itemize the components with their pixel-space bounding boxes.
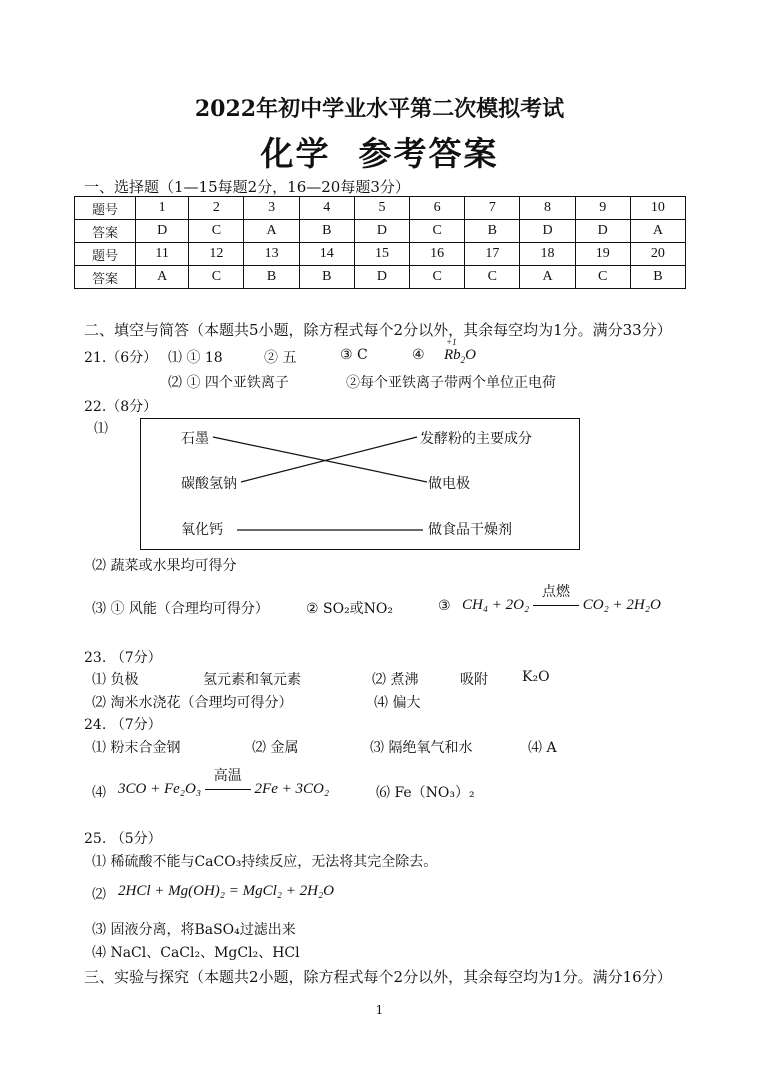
- matching-box: [140, 418, 580, 550]
- q25-2-label: ⑵: [92, 887, 106, 903]
- q24-2-answer: ⑵ 金属: [252, 740, 299, 756]
- answer-cell: D: [520, 220, 575, 243]
- answer-cell: C: [575, 266, 630, 289]
- answer-cell: C: [465, 266, 520, 289]
- page-number: 1: [375, 1003, 384, 1017]
- answer-cell: D: [354, 220, 409, 243]
- q25-3-answer: ⑶ 固液分离，将BaSO₄过滤出来: [92, 922, 296, 938]
- q23-1-answer-2: 氢元素和氧元素: [203, 672, 301, 688]
- q21-1-answer-3: ③ C: [340, 347, 368, 363]
- q23-3-answer: ⑵ 淘米水浇花（合理均可得分）: [92, 695, 293, 711]
- match-left-calcium-oxide: 氧化钙: [181, 522, 223, 538]
- q22-1-label: ⑴: [94, 421, 108, 437]
- question-number-cell: 15: [354, 243, 409, 266]
- section-2-heading: 二、填空与简答（本题共5小题，除方程式每个2分以外，其余每空均为1分。满分33分）: [84, 321, 672, 339]
- question-number-cell: 12: [189, 243, 244, 266]
- answer-cell: C: [410, 266, 465, 289]
- answer-cell: C: [189, 220, 244, 243]
- answer-cell: C: [410, 220, 465, 243]
- q24-6-answer: ⑹ Fe（NO₃）₂: [376, 785, 475, 801]
- q25-1-answer: ⑴ 稀硫酸不能与CaCO₃持续反应，无法将其完全除去。: [92, 854, 438, 870]
- oxidation-state: +1: [446, 337, 457, 347]
- methane-combustion-equation: CH₄ + 2O₂ 点燃 CO₂ + 2H₂O: [462, 597, 661, 614]
- q23-1-answer-1: ⑴ 负极: [92, 672, 139, 688]
- subject-label: 化学: [260, 134, 331, 173]
- q24-5-label: ⑷: [92, 785, 106, 801]
- question-number-cell: 11: [136, 243, 189, 266]
- match-right-leavening: 发酵粉的主要成分: [420, 431, 532, 447]
- answer-table: [74, 196, 686, 289]
- match-right-electrode: 做电极: [428, 476, 470, 492]
- q23-4-answer: ⑷ 偏大: [374, 695, 421, 711]
- q21-1-answer-1: ⑴ ① 18: [168, 350, 223, 366]
- answer-cell: B: [244, 266, 299, 289]
- answer-cell: D: [354, 266, 409, 289]
- answer-cell: A: [630, 220, 685, 243]
- answer-cell: A: [520, 266, 575, 289]
- q25-heading: 25. （5分）: [84, 831, 162, 847]
- question-number-cell: 13: [244, 243, 299, 266]
- q23-2-answer-1: ⑵ 煮沸: [372, 672, 419, 688]
- page-title: 2022年初中学业水平第二次模拟考试: [194, 96, 565, 122]
- q22-3-answer-1: ⑶ ① 风能（合理均可得分）: [92, 601, 269, 617]
- q24-1-answer: ⑴ 粉末合金钢: [92, 740, 181, 756]
- row-label-question: 题号: [75, 243, 136, 266]
- row-label-answer: 答案: [75, 266, 136, 289]
- question-number-cell: 14: [299, 243, 354, 266]
- answer-key-label: 参考答案: [358, 134, 499, 173]
- answer-cell: B: [465, 220, 520, 243]
- condition-ignite: 点燃: [541, 584, 570, 600]
- question-number-cell: 18: [520, 243, 575, 266]
- match-left-sodium-bicarbonate: 碳酸氢钠: [181, 476, 237, 492]
- q24-4-answer: ⑷ A: [528, 740, 557, 756]
- rb2o-formula: $Rb_2O$: [444, 347, 477, 365]
- q23-heading: 23. （7分）: [84, 650, 162, 666]
- question-number-cell: 17: [465, 243, 520, 266]
- iron-reduction-equation: 3CO + Fe₂O₃ 高温 2Fe + 3CO₂: [118, 781, 329, 798]
- q22-3-answer-2: ② SO₂或NO₂: [306, 601, 394, 617]
- question-number-cell: 3: [244, 197, 299, 220]
- q21-1-answer-4: ④: [412, 347, 425, 363]
- section-1-heading: 一、选择题（1—15每题2分，16—20每题3分）: [84, 178, 410, 196]
- q23-2-answer-2: 吸附: [460, 672, 488, 688]
- q22-2-answer: ⑵ 蔬菜或水果均可得分: [92, 558, 237, 574]
- row-label-question: 题号: [75, 197, 136, 220]
- question-number-cell: 19: [575, 243, 630, 266]
- answer-cell: B: [299, 220, 354, 243]
- question-number-cell: 5: [354, 197, 409, 220]
- answer-cell: A: [136, 266, 189, 289]
- condition-high-temperature: 高温: [213, 768, 242, 784]
- question-number-cell: 7: [465, 197, 520, 220]
- q25-4-answer: ⑷ NaCl、CaCl₂、MgCl₂、HCl: [92, 945, 300, 961]
- q24-heading: 24. （7分）: [84, 717, 162, 733]
- q22-3-answer-3-label: ③: [438, 598, 451, 614]
- match-right-desiccant: 做食品干燥剂: [428, 522, 512, 538]
- q21-1-answer-2: ② 五: [264, 350, 297, 366]
- question-number-cell: 6: [410, 197, 465, 220]
- question-number-cell: 1: [136, 197, 189, 220]
- answer-cell: D: [136, 220, 189, 243]
- q21-2-answer-2: ②每个亚铁离子带两个单位正电荷: [346, 375, 556, 391]
- answer-cell: B: [299, 266, 354, 289]
- question-number-cell: 4: [299, 197, 354, 220]
- row-label-answer: 答案: [75, 220, 136, 243]
- question-number-cell: 8: [520, 197, 575, 220]
- question-number-cell: 16: [410, 243, 465, 266]
- question-number-cell: 9: [575, 197, 630, 220]
- match-left-graphite: 石墨: [181, 431, 209, 447]
- answer-cell: B: [630, 266, 685, 289]
- q23-2-answer-3: K₂O: [522, 669, 550, 685]
- page-subtitle: [0, 128, 759, 175]
- q21-heading: 21.（6分）: [84, 350, 158, 366]
- answer-cell: D: [575, 220, 630, 243]
- q21-2-answer-1: ⑵ ① 四个亚铁离子: [168, 375, 289, 391]
- answer-cell: C: [189, 266, 244, 289]
- question-number-cell: 20: [630, 243, 685, 266]
- neutralization-equation: 2HCl + Mg(OH)₂ = MgCl₂ + 2H₂O: [118, 883, 334, 899]
- question-number-cell: 10: [630, 197, 685, 220]
- q24-3-answer: ⑶ 隔绝氧气和水: [370, 740, 473, 756]
- question-number-cell: 2: [189, 197, 244, 220]
- q22-heading: 22.（8分）: [84, 399, 158, 415]
- section-3-heading: 三、实验与探究（本题共2小题，除方程式每个2分以外，其余每空均为1分。满分16分）: [84, 968, 672, 986]
- answer-cell: A: [244, 220, 299, 243]
